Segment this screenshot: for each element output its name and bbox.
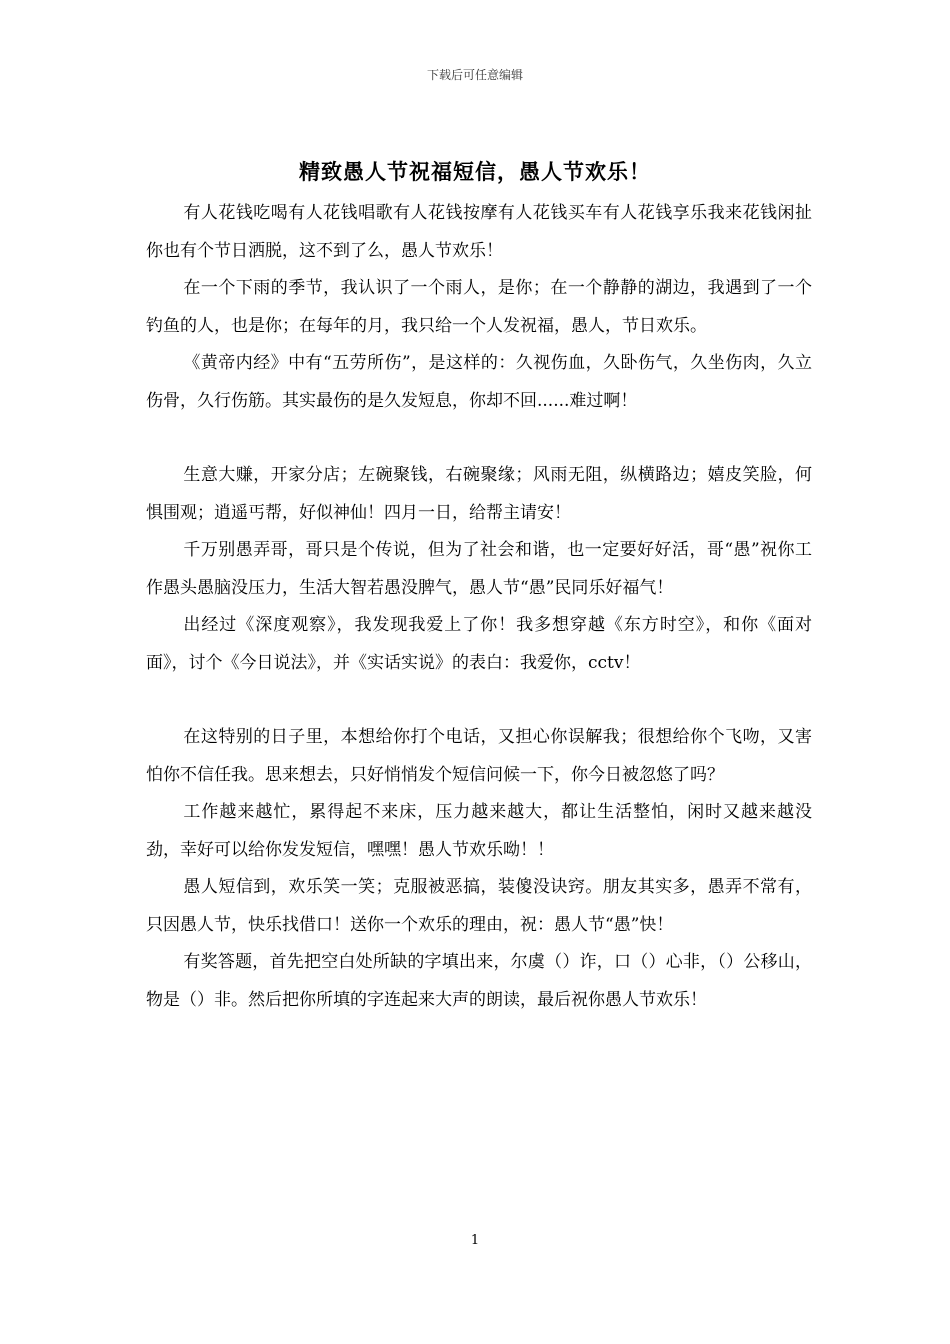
paragraph: 在这特别的日子里，本想给你打个电话，又担心你误解我；很想给你个飞吻，又害怕你不信任我。思来想去，只好悄悄发个短信问候一下，你今日被忽悠了吗？ — [146, 727, 812, 785]
document-body — [146, 195, 812, 1019]
paragraph: 有人花钱吃喝有人花钱唱歌有人花钱按摩有人花钱买车有人花钱享乐我来花钱闲扯你也有个节日洒脱，这不到了么，愚人节欢乐！ — [146, 203, 812, 261]
paragraph: 千万别愚弄哥，哥只是个传说，但为了社会和谐，也一定要好好活，哥“愚”祝你工作愚头愚脑没压力，生活大智若愚没脾气，愚人节“愚”民同乐好福气！ — [146, 540, 812, 598]
paragraph: 《黄帝内经》中有“五劳所伤”，是这样的：久视伤血，久卧伤气，久坐伤肉，久立伤骨，久行伤筋。其实最伤的是久发短息，你却不回......难过啊！ — [146, 353, 812, 411]
paragraph: 有奖答题，首先把空白处所缺的字填出来，尔虞（）诈，口（）心非，（）公移山，物是（）非。然后把你所填的字连起来大声的朗读，最后祝你愚人节欢乐！ — [146, 952, 812, 1010]
paragraph: 出经过《深度观察》，我发现我爱上了你！我多想穿越《东方时空》，和你《面对面》，讨个《今日说法》，并《实话实说》的表白：我爱你，cctv！ — [146, 615, 812, 673]
page-header: 下载后可任意编辑 — [426, 68, 523, 82]
document-title: 精致愚人节祝福短信，愚人节欢乐！ — [299, 159, 651, 184]
page-number: 1 — [470, 1233, 480, 1248]
paragraph: 生意大赚，开家分店；左碗聚钱，右碗聚缘；风雨无阻，纵横路边；嬉皮笑脸，何惧围观；逍遥丐帮，好似神仙！四月一日，给帮主请安！ — [146, 465, 812, 523]
paragraph: 在一个下雨的季节，我认识了一个雨人，是你；在一个静静的湖边，我遇到了一个钓鱼的人，也是你；在每年的月，我只给一个人发祝福，愚人，节日欢乐。 — [146, 278, 812, 336]
paragraph: 工作越来越忙，累得起不来床，压力越来越大，都让生活整怕，闲时又越来越没劲，幸好可以给你发发短信，嘿嘿！愚人节欢乐呦！！ — [146, 802, 812, 860]
paragraph: 愚人短信到，欢乐笑一笑；克服被恶搞，装傻没诀窍。朋友其实多，愚弄不常有，只因愚人节，快乐找借口！送你一个欢乐的理由，祝：愚人节“愚”快！ — [146, 877, 812, 935]
